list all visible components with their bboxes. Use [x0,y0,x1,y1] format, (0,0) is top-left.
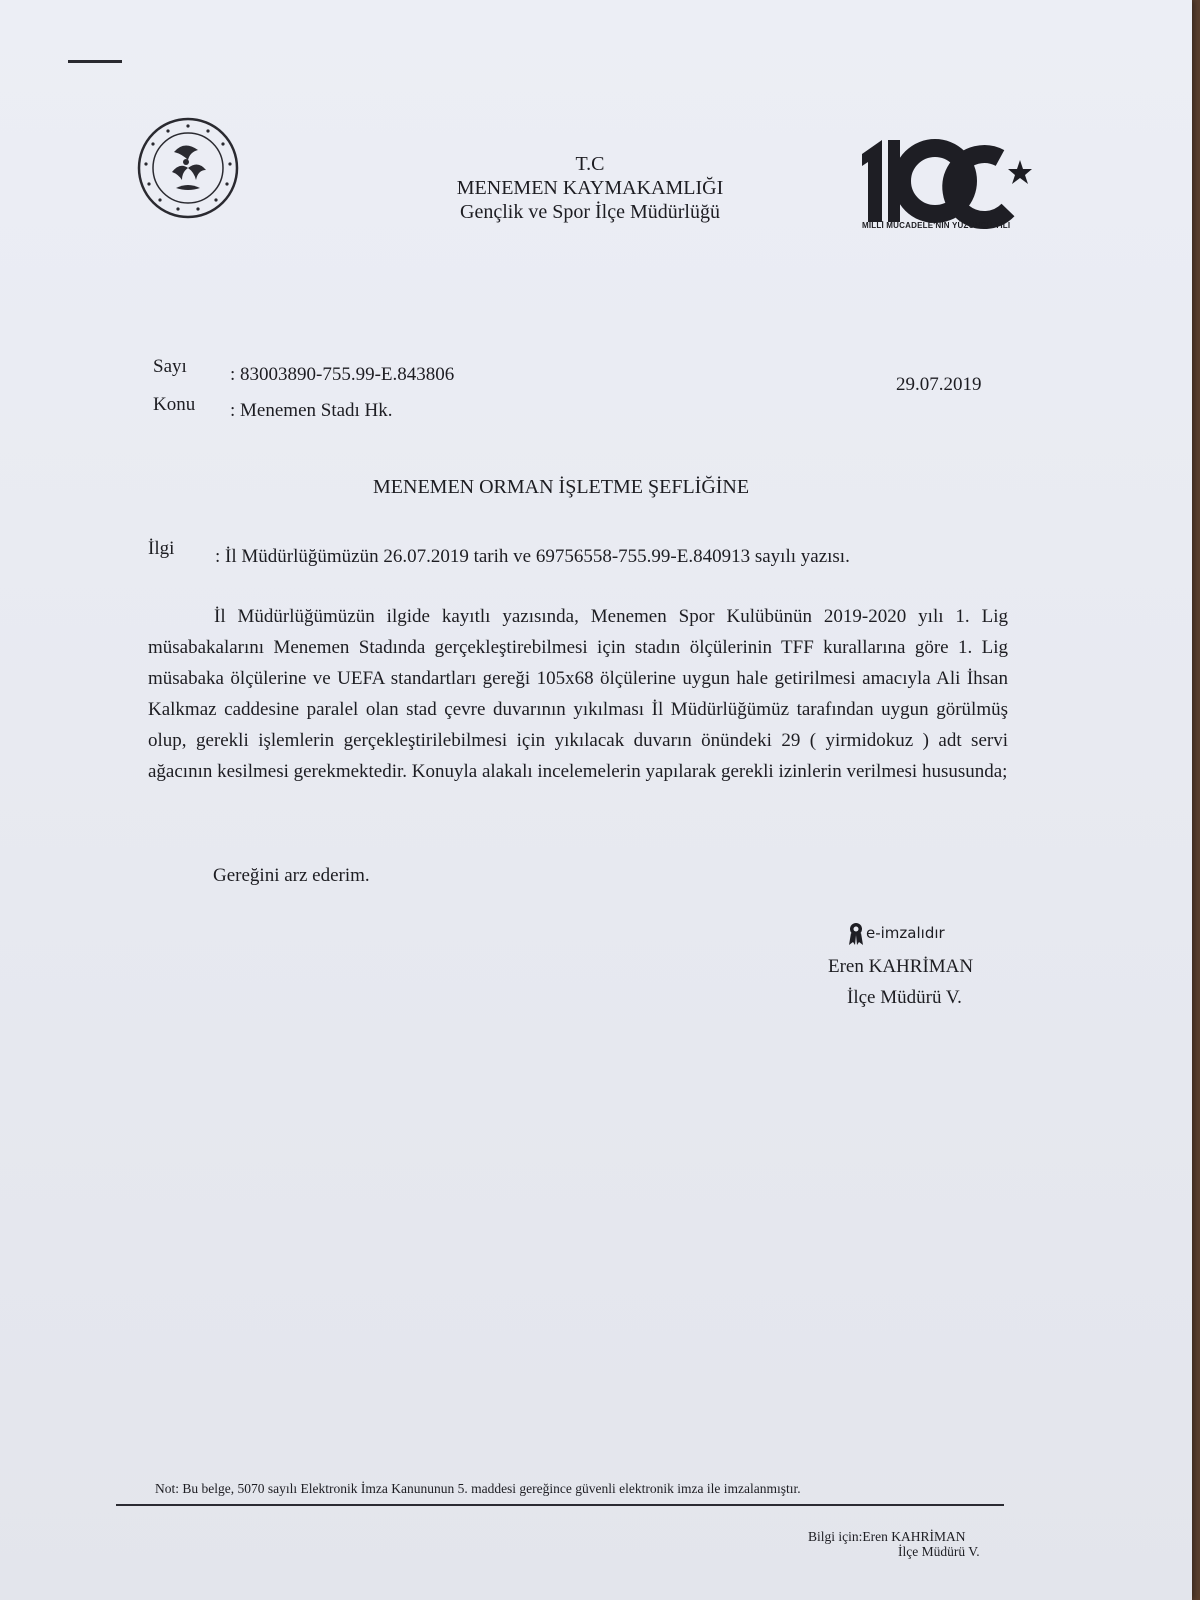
footer-divider [116,1504,1004,1506]
footer-contact-name: Bilgi için:Eren KAHRİMAN [808,1529,966,1544]
centennial-logo-caption: MİLLİ MÜCADELE'NİN YÜZÜNCÜ YILI [862,221,1011,230]
ilgi-label: İlgi [148,538,175,559]
e-signature-seal-icon [848,922,864,946]
letterhead-line-tc: T.C [575,153,605,175]
letterhead [300,152,880,224]
konu-label: Konu [153,394,196,415]
e-signature-label: e-imzalıdır [866,924,945,942]
body-paragraph: İl Müdürlüğümüzün ilgide kayıtlı yazısında, Menemen Spor Kulübünün 2019-2020 yılı 1. Lig müsabakalarını Menemen Stadında gerçekleştirebilmesi için stadın ölçülerinin TFF kurallarına göre 1. Lig müsabaka ölçülerine ve UEFA standartları gereği 105x68 ölçülerine uygun hale getirilmesi amacıyla Ali İhsan Kalkmaz caddesine paralel olan stad çevre duvarının yıkılması İl Müdürlüğümüz tarafından uygun görülmüş olup, gerekli işlemlerin gerçekleştirilebilmesi için yıkılacak duvarın önündeki 29 ( yirmidokuz ) adt servi ağacının kesilmesi gerekmektedir. Konuyla alakalı incelemelerin yapılarak gerekli izinlerin verilmesi hususunda; [148,606,1008,782]
ministry-emblem-icon [136,116,240,220]
konu-value: : Menemen Stadı Hk. [230,400,393,421]
top-dash-mark [68,60,122,63]
document-date: 29.07.2019 [896,374,982,395]
ilgi-value: : İl Müdürlüğümüzün 26.07.2019 tarih ve 69756558-755.99-E.840913 sayılı yazısı. [215,546,850,567]
footer-contact-title: İlçe Müdürü V. [898,1544,980,1559]
closing-phrase: Gereğini arz ederim. [213,865,370,886]
signer-name: Eren KAHRİMAN [828,956,974,977]
addressee: MENEMEN ORMAN İŞLETME ŞEFLİĞİNE [373,476,750,498]
footer-note: Not: Bu belge, 5070 sayılı Elektronik İmza Kanununun 5. maddesi gereğince güvenli elektronik imza ile imzalanmıştır. [155,1481,801,1496]
signer-title: İlçe Müdürü V. [847,987,962,1008]
sayi-value: : 83003890-755.99-E.843806 [230,364,455,385]
letterhead-line-kaymakamlik: MENEMEN KAYMAKAMLIĞI [456,177,724,199]
sayi-label: Sayı [153,356,187,377]
letterhead-line-mudurluk: Gençlik ve Spor İlçe Müdürlüğü [460,201,720,223]
body-text [148,601,1008,787]
